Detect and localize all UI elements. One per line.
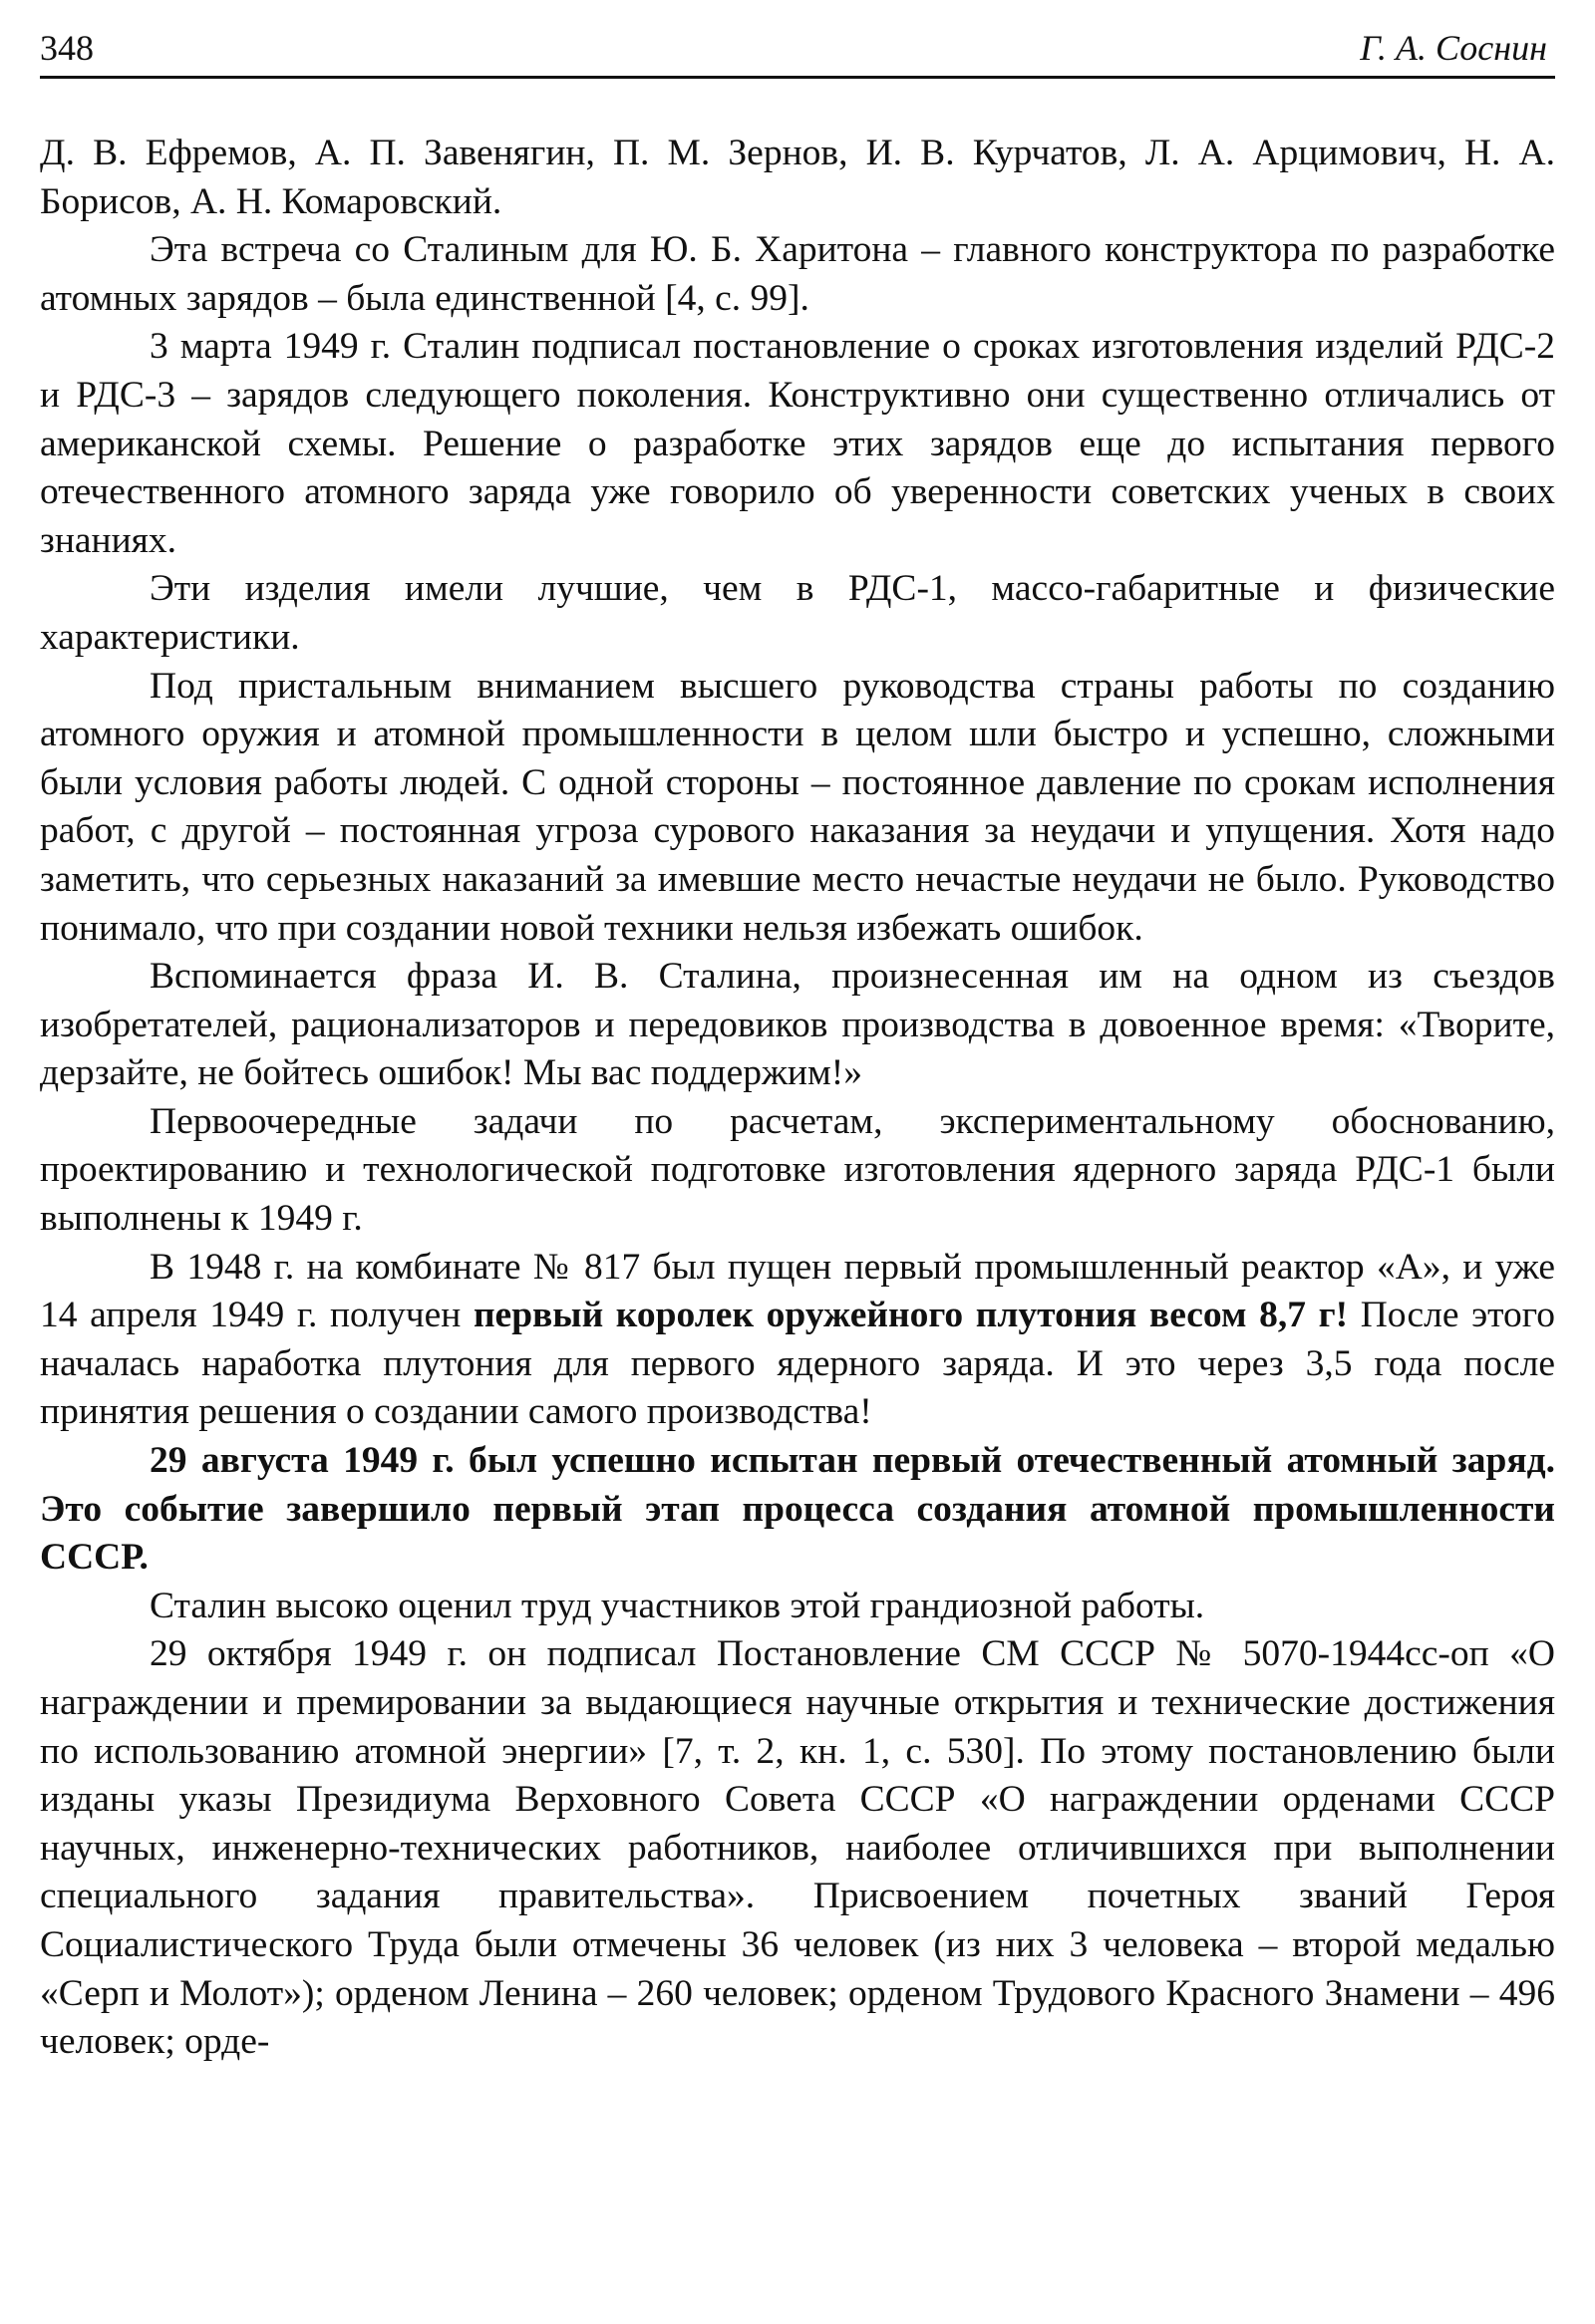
paragraph-4: Эти изделия имели лучшие, чем в РДС-1, массо-габаритные и физические характеристики. bbox=[40, 568, 1555, 658]
paragraph-9-bold: 29 августа 1949 г. был успешно испытан первый отечественный атомный заряд. Это событие завершило первый этап процесса создания атомной промышленности СССР. bbox=[40, 1440, 1555, 1579]
paragraph-11: 29 октября 1949 г. он подписал Постановление СМ СССР № 5070-1944сс-оп «О награждении и премировании за выдающиеся научные открытия и технические достижения по использованию атомной энергии» [7, т. 2, кн. 1, с. 530]. По этому постановлению были изданы указы Президиума Верховного Совета СССР «О награждении орденами СССР научных, инженерно-технических работников, наиболее отличившихся при выполнении специального задания правительства». Присвоением почетных званий Героя Социалистического Труда были отмечены 36 человек (из них 3 человека – второй медалью «Серп и Молот»); орденом Ленина – 260 человек; орденом Трудового Красного Знамени – 496 человек; орде- bbox=[40, 1633, 1555, 2063]
paragraph-8-part-2: После этого началась наработка плутония для первого ядерного заряда. И это через 3,5 года после принятия решения о создании самого производства! bbox=[40, 1295, 1556, 1433]
paragraph-3: 3 марта 1949 г. Сталин подписал постановление о сроках изготовления изделий РДС-2 и РДС-3 – зарядов следующего поколения. Конструктивно они существенно отличались от американской схемы. Решение о разработке этих зарядов еще до испытания первого отечественного атомного заряда уже говорило об уверенности советских ученых в своих знаниях. bbox=[40, 326, 1555, 561]
paragraph-10: Сталин высоко оценил труд участников этой грандиозной работы. bbox=[150, 1585, 1205, 1626]
page-number: 348 bbox=[40, 28, 94, 68]
page-header bbox=[40, 26, 1555, 79]
paragraph-8-part-1: В 1948 г. на комбинате № 817 был пущен первый промышленный реактор «А», и уже 14 апреля 1949 г. получен bbox=[40, 1246, 1555, 1336]
paragraph-8-bold: первый королек оружейного плутония весом 8,7 г! bbox=[473, 1295, 1349, 1336]
paragraph-7: Первоочередные задачи по расчетам, экспериментальному обоснованию, проектированию и технологической подготовке изготовления ядерного заряда РДС-1 были выполнены к 1949 г. bbox=[40, 1100, 1555, 1240]
paragraph-6: Вспоминается фраза И. В. Сталина, произнесенная им на одном из съездов изобретателей, рационализаторов и передовиков производства в довоенное время: «Творите, дерзайте, не бойтесь ошибок! Мы вас поддержим!» bbox=[40, 956, 1555, 1094]
paragraph-8 bbox=[40, 1244, 1555, 1437]
running-head-author: Г. А. Соснин bbox=[1360, 28, 1547, 68]
paragraph-2: Эта встреча со Сталиным для Ю. Б. Харитона – главного конструктора по разработке атомных зарядов – была единственной [4, с. 99]. bbox=[40, 229, 1555, 319]
body-text bbox=[40, 130, 1555, 2067]
paragraph-1: Д. В. Ефремов, А. П. Завенягин, П. М. Зернов, И. В. Курчатов, Л. А. Арцимович, Н. А. Борисов, А. Н. Комаровский. bbox=[40, 133, 1555, 222]
paragraph-5: Под пристальным вниманием высшего руководства страны работы по созданию атомного оружия и атомной промышленности в целом шли быстро и успешно, сложными были условия работы людей. С одной стороны – постоянное давление по срокам исполнения работ, с другой – постоянная угроза сурового наказания за неудачи и упущения. Хотя надо заметить, что серьезных наказаний за имевшие место нечастые неудачи не было. Руководство понимало, что при создании новой техники нельзя избежать ошибок. bbox=[40, 665, 1555, 949]
